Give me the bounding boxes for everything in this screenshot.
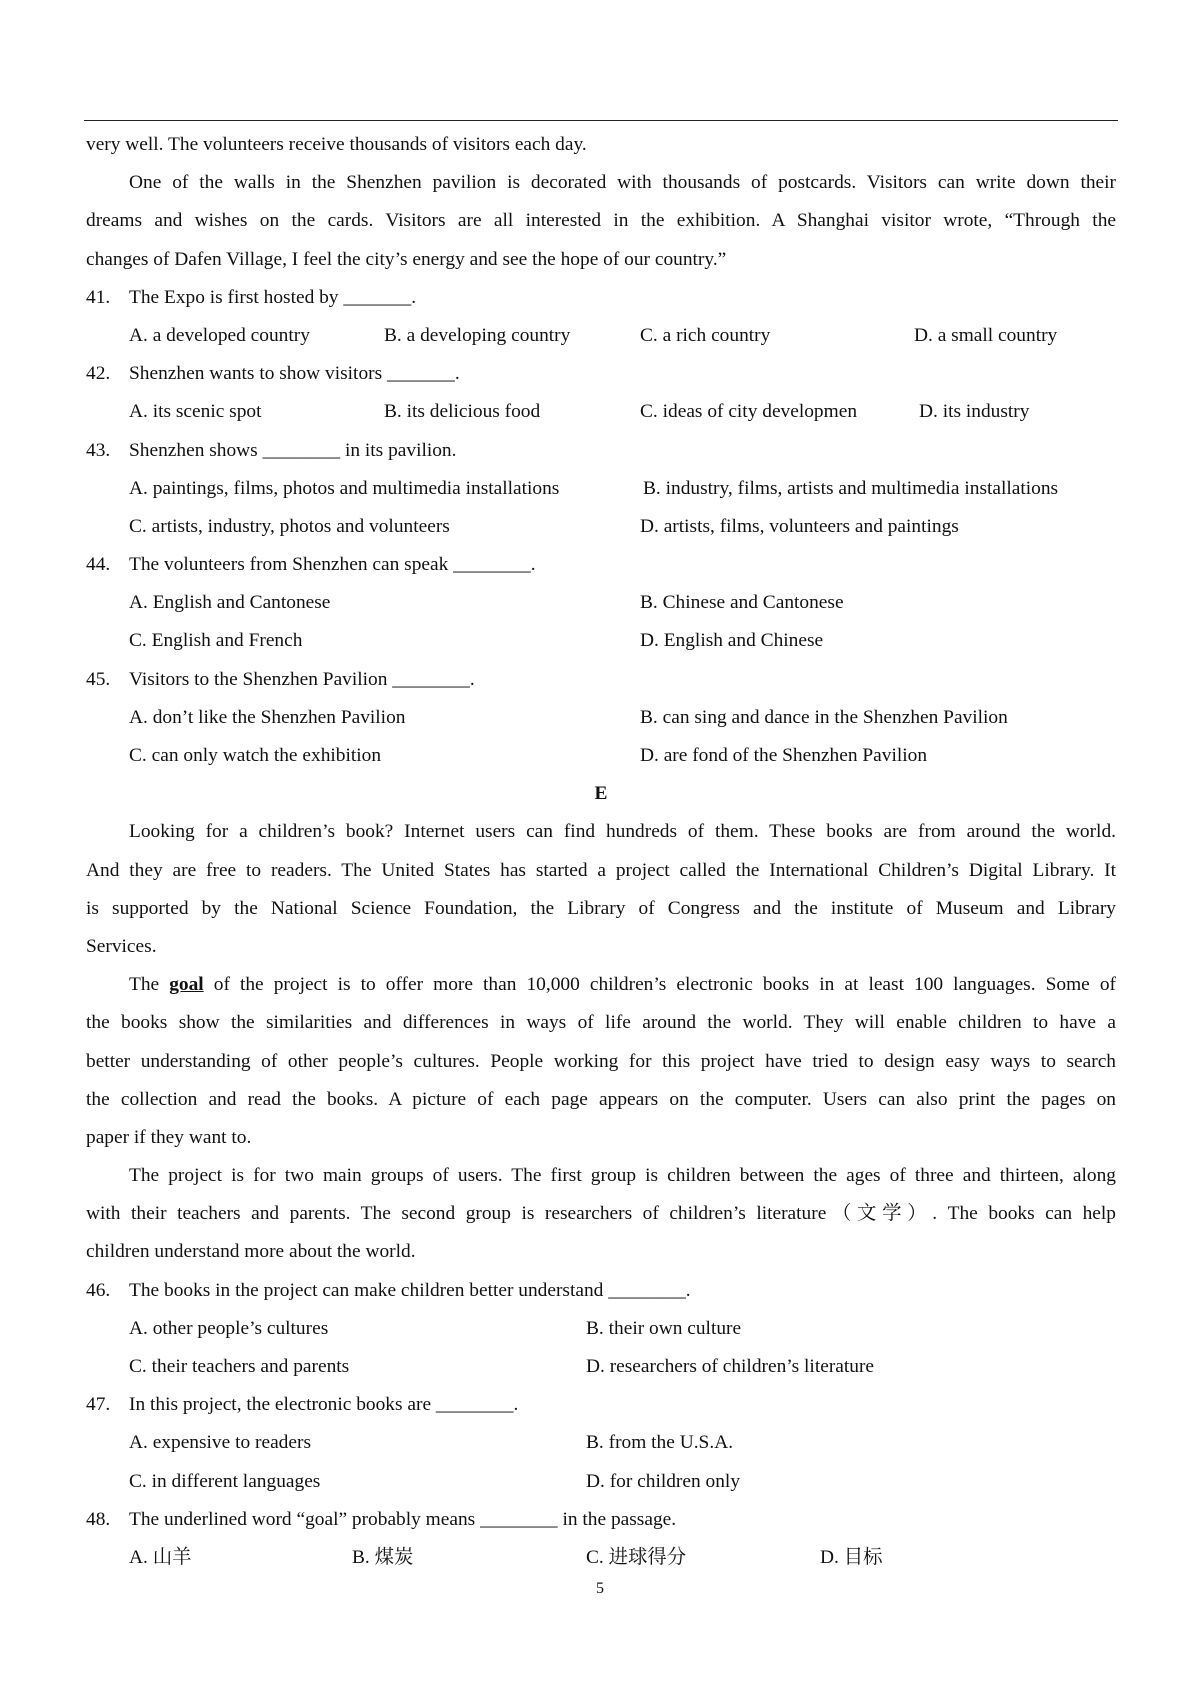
- option-d[interactable]: D. 目标: [820, 1546, 883, 1568]
- option-b[interactable]: B. from the U.S.A.: [586, 1432, 734, 1454]
- question-stem: The Expo is first hosted by _______.: [129, 286, 417, 308]
- question-stem: The books in the project can make children better understand ________.: [129, 1279, 691, 1301]
- option-a[interactable]: A. expensive to readers: [129, 1432, 311, 1454]
- option-d[interactable]: D. its industry: [919, 401, 1030, 423]
- options-44-cd: [86, 622, 1116, 660]
- options-46-cd: [86, 1348, 1116, 1386]
- option-c[interactable]: C. can only watch the exhibition: [129, 745, 382, 766]
- passage-line: [86, 966, 1116, 1004]
- option-b[interactable]: B. their own culture: [586, 1317, 742, 1339]
- text-segment: The: [129, 974, 170, 996]
- option-b[interactable]: B. industry, films, artists and multimedia installations: [643, 477, 1059, 499]
- options-42: [86, 393, 1116, 431]
- option-d[interactable]: D. for children only: [586, 1470, 741, 1492]
- underlined-word: goal: [169, 974, 204, 996]
- option-c[interactable]: C. English and French: [129, 630, 303, 652]
- option-d[interactable]: D. researchers of children’s literature: [586, 1356, 875, 1377]
- question-44: [86, 546, 1116, 584]
- passage-line: changes of Dafen Village, I feel the city’s energy and see the hope of our country.”: [86, 248, 727, 270]
- options-41: [86, 317, 1116, 355]
- question-stem: Visitors to the Shenzhen Pavilion ________.: [129, 668, 475, 690]
- option-b[interactable]: B. can sing and dance in the Shenzhen Pavilion: [640, 706, 1008, 728]
- passage-line: One of the walls in the Shenzhen pavilion is decorated with thousands of postcards. Visitors can write down their: [129, 172, 1116, 194]
- question-number: 43.: [86, 439, 111, 461]
- passage-line: The project is for two main groups of users. The first group is children between the ages of three and thirteen, along: [129, 1165, 1116, 1187]
- options-47-ab: [86, 1424, 1116, 1462]
- option-c[interactable]: C. ideas of city developmen: [640, 401, 858, 423]
- options-44-ab: [86, 584, 1116, 622]
- passage-line: Looking for a children’s book? Internet users can find hundreds of them. These books are from around the world.: [129, 821, 1116, 843]
- option-c[interactable]: C. in different languages: [129, 1470, 321, 1492]
- question-43: [86, 432, 1116, 470]
- passage-line: the books show the similarities and differences in ways of life around the world. They will enable children to have a: [86, 1012, 1116, 1034]
- question-42: [86, 355, 1116, 393]
- option-a[interactable]: A. 山羊: [129, 1546, 192, 1568]
- options-47-cd: [86, 1463, 1116, 1501]
- question-number: 44.: [86, 554, 111, 576]
- option-d[interactable]: D. a small country: [914, 324, 1058, 346]
- option-d[interactable]: D. artists, films, volunteers and paintings: [640, 515, 959, 537]
- option-a[interactable]: A. a developed country: [129, 324, 310, 346]
- option-c[interactable]: C. their teachers and parents: [129, 1356, 350, 1377]
- option-b[interactable]: B. Chinese and Cantonese: [640, 592, 844, 614]
- question-47: [86, 1386, 1116, 1424]
- option-c[interactable]: C. artists, industry, photos and volunteers: [129, 515, 450, 537]
- question-number: 48.: [86, 1508, 111, 1530]
- header-rule: [84, 120, 1118, 121]
- passage-line: the collection and read the books. A picture of each page appears on the computer. Users can also print the pages on: [86, 1088, 1116, 1110]
- passage-line: very well. The volunteers receive thousands of visitors each day.: [86, 134, 587, 155]
- question-stem: In this project, the electronic books are ________.: [129, 1394, 519, 1416]
- options-43-ab: [86, 470, 1116, 508]
- option-d[interactable]: D. are fond of the Shenzhen Pavilion: [640, 745, 928, 766]
- passage-line: with their teachers and parents. The second group is researchers of children’s literature（文学）. The books can help: [86, 1203, 1116, 1225]
- question-48: [86, 1501, 1116, 1539]
- option-d[interactable]: D. English and Chinese: [640, 630, 824, 652]
- option-b[interactable]: B. its delicious food: [384, 401, 541, 423]
- option-b[interactable]: B. a developing country: [384, 324, 571, 346]
- question-number: 42.: [86, 363, 111, 385]
- question-46: [86, 1272, 1116, 1310]
- question-41: [86, 279, 1116, 317]
- option-b[interactable]: B. 煤炭: [352, 1546, 414, 1568]
- page-content: [86, 126, 1116, 1577]
- option-a[interactable]: A. English and Cantonese: [129, 592, 331, 614]
- option-a[interactable]: A. paintings, films, photos and multimedia installations: [129, 477, 560, 499]
- options-48: [86, 1539, 1116, 1577]
- question-stem: Shenzhen shows ________ in its pavilion.: [129, 439, 457, 461]
- options-45-ab: [86, 699, 1116, 737]
- passage-line: better understanding of other people’s cultures. People working for this project have tried to design easy ways to search: [86, 1050, 1116, 1072]
- option-a[interactable]: A. don’t like the Shenzhen Pavilion: [129, 706, 406, 728]
- options-43-cd: [86, 508, 1116, 546]
- options-46-ab: [86, 1310, 1116, 1348]
- option-c[interactable]: C. 进球得分: [586, 1546, 687, 1568]
- page-number: 5: [596, 1580, 604, 1597]
- question-number: 45.: [86, 668, 111, 690]
- question-number: 47.: [86, 1394, 111, 1416]
- section-heading: E: [594, 783, 608, 805]
- option-a[interactable]: A. other people’s cultures: [129, 1317, 329, 1339]
- text-segment: of the project is to offer more than 10,000 children’s electronic books in at least 100 languages. Some of: [203, 974, 1116, 996]
- question-stem: The volunteers from Shenzhen can speak ________.: [129, 554, 536, 576]
- question-number: 41.: [86, 286, 111, 308]
- passage-line: dreams and wishes on the cards. Visitors are all interested in the exhibition. A Shanghai visitor wrote, “Through the: [86, 210, 1116, 232]
- passage-line: is supported by the National Science Foundation, the Library of Congress and the institute of Museum and Library: [86, 897, 1116, 919]
- option-c[interactable]: C. a rich country: [640, 324, 771, 346]
- passage-line: paper if they want to.: [86, 1126, 252, 1148]
- passage-line: children understand more about the world.: [86, 1241, 416, 1263]
- options-45-cd: [86, 737, 1116, 775]
- question-45: [86, 661, 1116, 699]
- passage-line: And they are free to readers. The United States has started a project called the International Children’s Digital Library. It: [86, 859, 1116, 881]
- question-stem: Shenzhen wants to show visitors _______.: [129, 363, 460, 385]
- question-stem: The underlined word “goal” probably means ________ in the passage.: [129, 1508, 677, 1530]
- option-a[interactable]: A. its scenic spot: [129, 401, 262, 423]
- passage-line: Services.: [86, 935, 157, 957]
- question-number: 46.: [86, 1279, 111, 1301]
